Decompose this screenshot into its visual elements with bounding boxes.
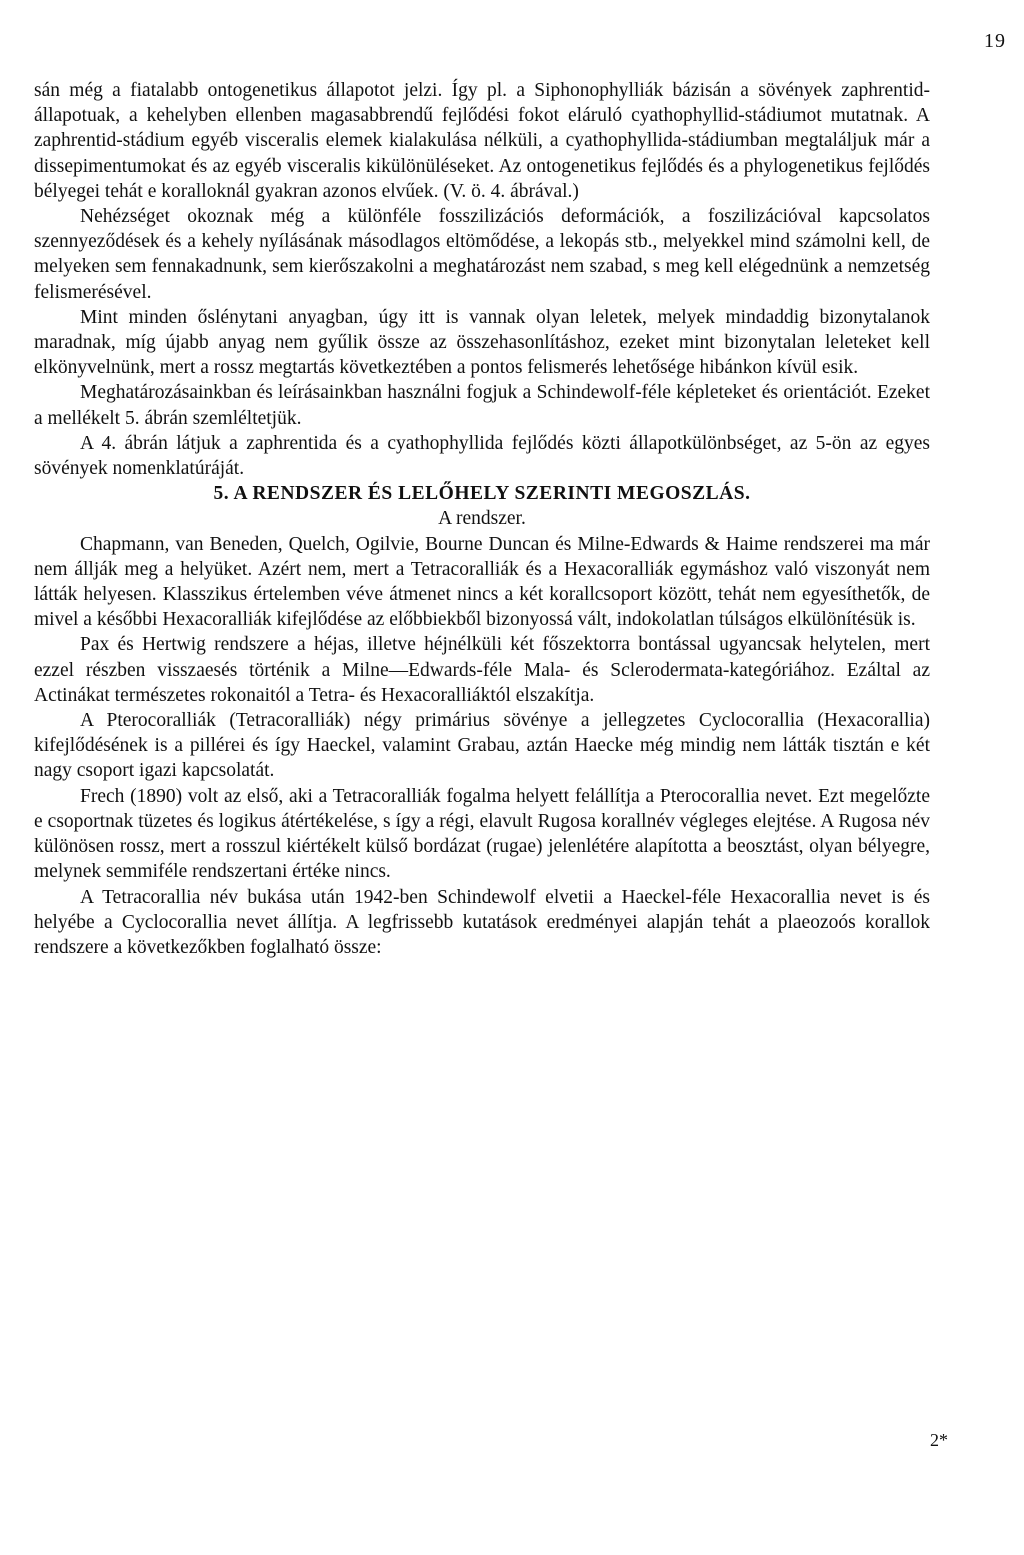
sub-heading: A rendszer. <box>438 508 526 530</box>
paragraph-schindewolf-formulas: Meghatározásainkban és leírásainkban használni fogjuk a Schindewolf-féle képleteket és orientációt. Ezeket a mellékelt 5. ábrán szemléltetjük. <box>34 382 930 429</box>
paragraph-pax-hertwig: Pax és Hertwig rendszere a héjas, illetve héjnélküli két főszektorra bontással ugyancsak helytelen, mert ezzel részben visszaesés történik a Milne—Edwards-féle Mala- és Sclerodermata-kategóriához. Ezáltal az Actinákat természetes rokonaitól a Tetra- és Hexacoralliáktól elszakítja. <box>34 634 930 706</box>
paragraph-difficulties: Nehézséget okoznak még a különféle fosszilizációs deformációk, a foszilizációval kapcsolatos szennyeződések és a kehely nyílásának másodlagos eltömődése, a lekopás stb., melyekkel mind számolni kell, de melyeken sem fennakadnunk, sem kierőszakolni a meghatározást nem szabad, s meg kell elégednünk a nemzetség felismerésével. <box>34 206 930 303</box>
paragraph-ontogenetic: sán még a fiatalabb ontogenetikus állapotot jelzi. Így pl. a Siphonophylliák bázisán a sövények zaphrentid-állapotuak, a kehelyben ellenben magasabbrendű fejlődési fokot eláruló cyathophyllid-stádiumot mutatnak. A zaphrentid-stádium egyéb visceralis elemek kialakulása nélküli, a cyathophyllida-stádiumban megtaláljuk már a dissepimentumokat és az egyéb visceralis kikülönüléseket. Az ontogenetikus fejlődés és a phylogenetikus fejlődés bélyegei tehát e koralloknál gyakran azonos elvűek. (V. ö. 4. ábrával.) <box>34 80 930 202</box>
paragraph-tetracorallia-name: A Tetracorallia név bukása után 1942-ben Schindewolf elvetii a Haeckel-féle Hexacorallia nevet is és helyébe a Cyclocorallia nevet állítja. A legfrissebb kutatások eredményei alapján tehát a plaeozoós korallok rendszere a következőkben foglalható össze: <box>34 886 930 958</box>
page-number: 19 <box>984 30 1006 52</box>
section-heading: 5. A RENDSZER ÉS LELŐHELY SZERINTI MEGOSZLÁS. <box>213 483 751 505</box>
paragraph-uncertain-finds: Mint minden őslénytani anyagban, úgy itt is vannak olyan leletek, melyek mindaddig bizonytalanok maradnak, míg újabb anyag nem gyűlik össze az összehasonlításhoz, ezeket mint bizonytalan leleteket kell elkönyvelnünk, mert a rossz megtartás következtében a pontos felismerés lehetősége hibánkon kívül esik. <box>34 306 930 379</box>
paragraph-figure-reference: A 4. ábrán látjuk a zaphrentida és a cyathophyllida fejlődés közti állapotkülönbséget, az 5-ön az egyes sövények nomenklatúráját. <box>34 432 930 480</box>
paragraph-frech: Frech (1890) volt az első, aki a Tetracoralliák fogalma helyett felállítja a Pterocorallia nevet. Ezt megelőzte e csoportnak tüzetes és logikus átértékelése, s így a régi, elavult Rugosa korallnév végleges elejtése. A Rugosa név különösen rossz, mert a rosszul kiértékelt külső bordázat (rugae) jelenlétére alapította a beosztást, olyan bélyegre, melynek semmiféle rendszertani értéke nincs. <box>34 785 930 883</box>
text-body <box>34 78 930 960</box>
paragraph-old-systems: Chapmann, van Beneden, Quelch, Ogilvie, Bourne Duncan és Milne-Edwards & Haime rendszerei ma már nem állják meg a helyüket. Azért nem, mert a Tetracoralliák és a Hexacoralliák egymáshoz való viszonyát nem látták helyesen. Klasszikus értelemben véve átmenet nincs a két korallcsoport között, tehát nem egyesíthetők, de mivel a későbbi Hexacoralliák kifejlődése az előbbiekből bizonyossá vált, indokolatlan túlságos elkülönítésük is. <box>34 533 930 631</box>
paragraph-pterocoralliak: A Pterocoralliák (Tetracoralliák) négy primárius sövénye a jellegzetes Cyclocorallia (Hexacorallia) kifejlődésének is a pillérei és így Haeckel, valamint Grabau, aztán Haecke még mindig nem látták tisztán e két nagy csoport igazi kapcsolatát. <box>34 710 930 782</box>
signature-mark: 2* <box>930 1430 948 1450</box>
